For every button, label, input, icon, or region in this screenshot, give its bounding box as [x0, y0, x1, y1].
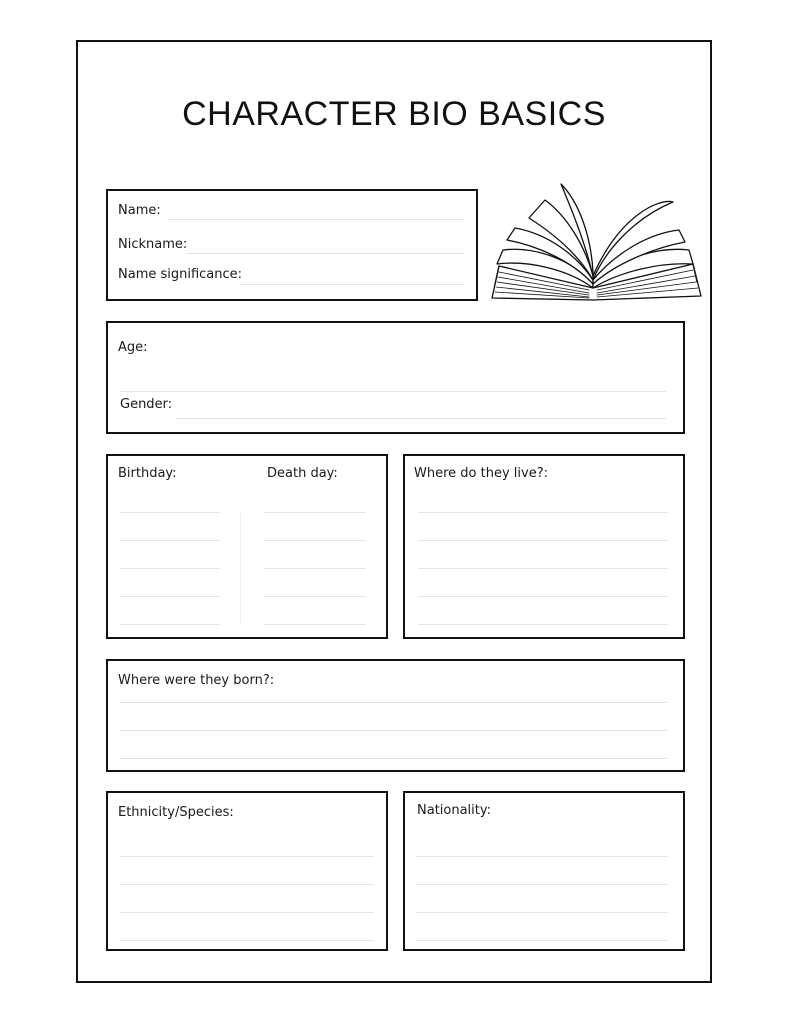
- ethnicity-line[interactable]: [120, 884, 374, 885]
- name-line[interactable]: [168, 219, 464, 220]
- gender-label: Gender:: [120, 397, 173, 412]
- where-born-line[interactable]: [120, 730, 668, 731]
- birthday-line[interactable]: [120, 596, 220, 597]
- nationality-label: Nationality:: [417, 803, 492, 818]
- birthday-deathday-section: [106, 454, 388, 639]
- where-live-line[interactable]: [418, 596, 668, 597]
- column-divider: [240, 512, 241, 624]
- birthday-line[interactable]: [120, 568, 220, 569]
- name-significance-line[interactable]: [240, 284, 464, 285]
- nationality-line[interactable]: [416, 856, 668, 857]
- birthday-label: Birthday:: [118, 466, 177, 481]
- ethnicity-line[interactable]: [120, 940, 374, 941]
- open-book-icon: [489, 180, 703, 304]
- age-line[interactable]: [120, 391, 666, 392]
- nickname-label: Nickname:: [118, 237, 188, 252]
- age-label: Age:: [118, 340, 148, 355]
- death-day-line[interactable]: [264, 624, 366, 625]
- death-day-label: Death day:: [267, 466, 338, 481]
- where-live-line[interactable]: [418, 540, 668, 541]
- birthday-line[interactable]: [120, 512, 220, 513]
- nationality-line[interactable]: [416, 912, 668, 913]
- nickname-line[interactable]: [186, 253, 464, 254]
- birthday-line[interactable]: [120, 624, 220, 625]
- name-significance-label: Name significance:: [118, 267, 243, 282]
- ethnicity-line[interactable]: [120, 912, 374, 913]
- where-born-line[interactable]: [120, 702, 668, 703]
- nationality-line[interactable]: [416, 884, 668, 885]
- death-day-line[interactable]: [264, 540, 366, 541]
- where-live-line[interactable]: [418, 624, 668, 625]
- nationality-line[interactable]: [416, 940, 668, 941]
- where-live-line[interactable]: [418, 568, 668, 569]
- where-live-label: Where do they live?:: [414, 466, 548, 481]
- death-day-line[interactable]: [264, 596, 366, 597]
- where-born-line[interactable]: [120, 758, 668, 759]
- death-day-line[interactable]: [264, 512, 366, 513]
- name-label: Name:: [118, 203, 161, 218]
- death-day-line[interactable]: [264, 568, 366, 569]
- ethnicity-label: Ethnicity/Species:: [118, 805, 234, 820]
- where-live-line[interactable]: [418, 512, 668, 513]
- ethnicity-line[interactable]: [120, 856, 374, 857]
- gender-line[interactable]: [176, 418, 666, 419]
- page-title: CHARACTER BIO BASICS: [182, 95, 606, 133]
- residence-section: [403, 454, 685, 639]
- birthday-line[interactable]: [120, 540, 220, 541]
- where-born-label: Where were they born?:: [118, 673, 275, 688]
